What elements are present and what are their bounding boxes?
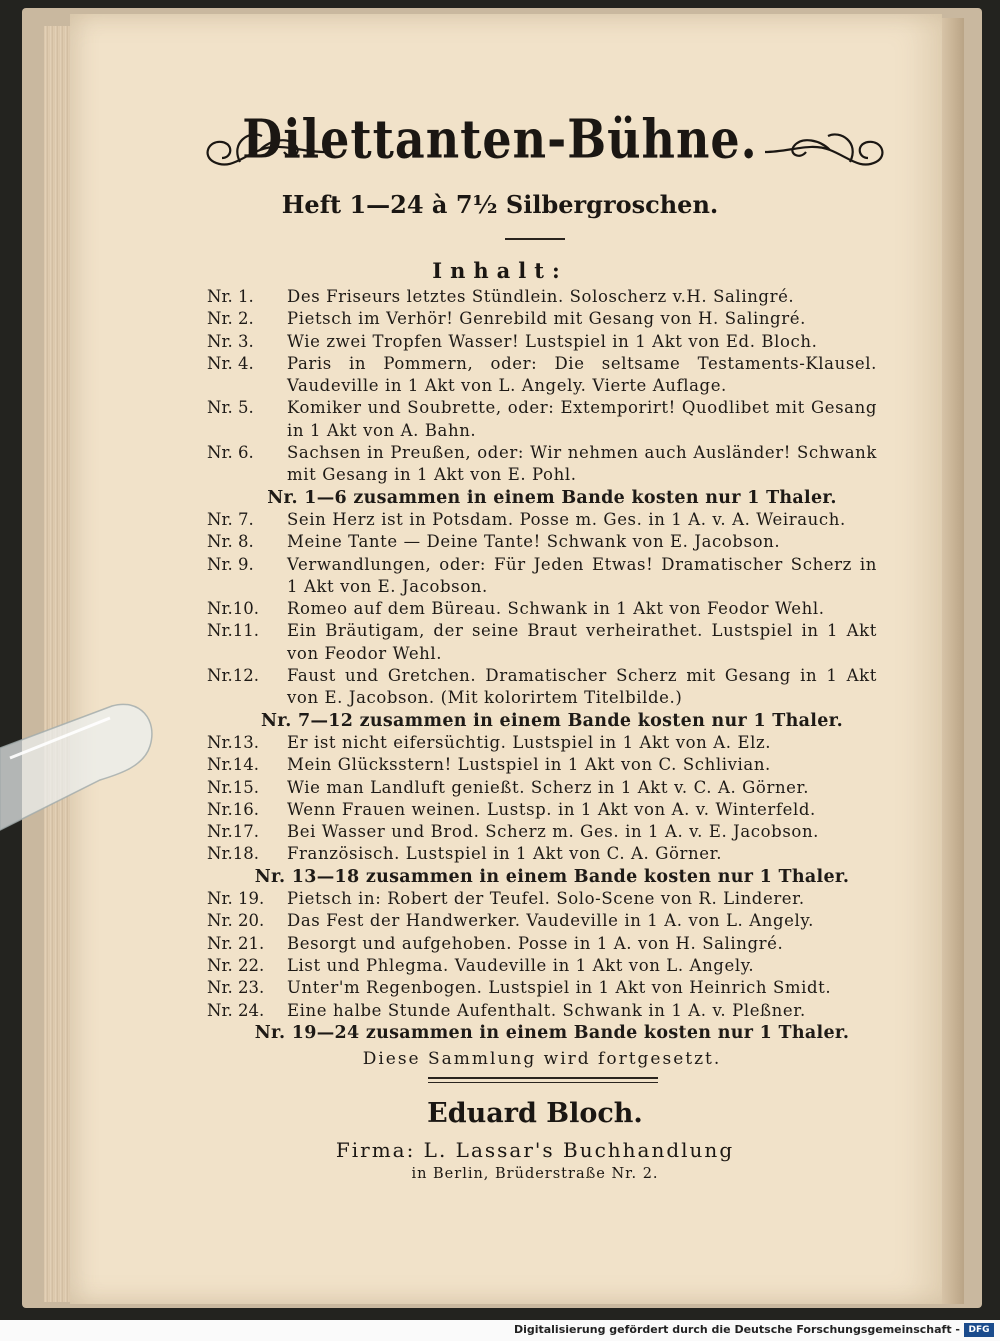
contents-entry bbox=[207, 777, 877, 799]
contents-entry bbox=[207, 286, 877, 308]
page-title: Dilettanten-Bühne. bbox=[242, 107, 758, 171]
contents-entry bbox=[207, 732, 877, 754]
contents-heading: Inhalt: bbox=[432, 258, 568, 283]
contents-entry bbox=[207, 888, 877, 910]
contents-entry bbox=[207, 531, 877, 553]
entry-title: Faust und Gretchen. Dramatischer Scherz mit Gesang in 1 Akt von E. Jacobson. (Mit kolorirtem Titelbilde.) bbox=[287, 666, 877, 708]
entry-number: Nr. 1. bbox=[207, 287, 254, 306]
footer-bar bbox=[0, 1320, 1000, 1341]
contents-entry bbox=[207, 1000, 877, 1022]
entry-number: Nr. 19. bbox=[207, 889, 265, 909]
contents-entry bbox=[207, 554, 877, 599]
entry-title: Ein Bräutigam, der seine Braut verheirathet. Lustspiel in 1 Akt von Feodor Wehl. bbox=[287, 621, 877, 663]
entry-number: Nr.10. bbox=[207, 599, 259, 619]
entry-number: Nr. 22. bbox=[207, 955, 265, 975]
contents-entry bbox=[207, 620, 877, 665]
contents-entry bbox=[207, 977, 877, 999]
contents-entry bbox=[207, 933, 877, 955]
entry-number: Nr. 2. bbox=[207, 309, 254, 329]
contents-entry bbox=[207, 308, 877, 330]
entry-number: Nr. 6. bbox=[207, 443, 254, 463]
entry-number: Nr. 8. bbox=[207, 532, 254, 552]
entry-number: Nr.14. bbox=[207, 755, 259, 775]
entry-number: Nr. 21. bbox=[207, 933, 265, 953]
continuation-note: Diese Sammlung wird fortgesetzt. bbox=[362, 1049, 722, 1070]
entry-title: Wenn Frauen weinen. Lustsp. in 1 Akt von A. v. Winterfeld. bbox=[287, 799, 816, 819]
entry-title: Meine Tante — Deine Tante! Schwank von E. Jacobson. bbox=[287, 532, 781, 552]
entry-title: Er ist nicht eifersüchtig. Lustspiel in 1 Akt von A. Elz. bbox=[287, 732, 772, 752]
entry-title: Bei Wasser und Brod. Scherz m. Ges. in 1 A. v. E. Jacobson. bbox=[287, 822, 820, 842]
title-row bbox=[130, 107, 870, 182]
contents-entry bbox=[207, 397, 877, 442]
contents-entry bbox=[207, 799, 877, 821]
entry-number: Nr.16. bbox=[207, 799, 259, 819]
entry-title: Sachsen in Preußen, oder: Wir nehmen auch Ausländer! Schwank mit Gesang in 1 Akt von E. Pohl. bbox=[287, 443, 877, 485]
publisher-name: Eduard Bloch. bbox=[427, 1098, 643, 1129]
subtitle: Heft 1—24 à 7½ Silbergroschen. bbox=[281, 190, 719, 219]
entry-number: Nr.15. bbox=[207, 777, 259, 797]
entry-number: Nr.11. bbox=[207, 621, 259, 641]
contents-entry bbox=[207, 442, 877, 487]
entry-number: Nr. 23. bbox=[207, 978, 265, 998]
entry-title: Eine halbe Stunde Aufenthalt. Schwank in 1 A. v. Pleßner. bbox=[287, 1000, 806, 1020]
entry-title: Wie man Landluft genießt. Scherz in 1 Akt v. C. A. Görner. bbox=[287, 777, 810, 797]
contents-list bbox=[207, 286, 877, 1070]
entry-number: Nr. 7. bbox=[207, 509, 254, 529]
entry-title: Französisch. Lustspiel in 1 Akt von C. A. Görner. bbox=[287, 844, 723, 864]
entry-title: Besorgt und aufgehoben. Posse in 1 A. von H. Salingré. bbox=[287, 933, 784, 953]
footer-credit: Digitalisierung gefördert durch die Deutsche Forschungsgemeinschaft - bbox=[513, 1323, 960, 1336]
bundle-price-line: Nr. 19—24 zusammen in einem Bande kosten nur 1 Thaler. bbox=[254, 1022, 850, 1043]
entry-number: Nr.17. bbox=[207, 822, 259, 842]
entry-title: Pietsch im Verhör! Genrebild mit Gesang von H. Salingré. bbox=[287, 309, 806, 329]
page-edge-right bbox=[940, 18, 964, 1304]
contents-entry bbox=[207, 331, 877, 353]
entry-title: Verwandlungen, oder: Für Jeden Etwas! Dramatischer Scherz in 1 Akt von E. Jacobson. bbox=[287, 554, 877, 596]
contents-entry bbox=[207, 353, 877, 398]
entry-title: Das Fest der Handwerker. Vaudeville in 1 A. von L. Angely. bbox=[287, 911, 814, 931]
entry-number: Nr. 20. bbox=[207, 911, 265, 931]
dfg-logo-icon: DFG bbox=[964, 1323, 994, 1337]
entry-title: Mein Glücksstern! Lustspiel in 1 Akt von C. Schlivian. bbox=[287, 755, 771, 775]
entry-number: Nr.13. bbox=[207, 732, 259, 752]
entry-number: Nr. 4. bbox=[207, 353, 254, 373]
entry-title: Wie zwei Tropfen Wasser! Lustspiel in 1 Akt von Ed. Bloch. bbox=[287, 331, 818, 351]
double-divider-rule bbox=[428, 1077, 658, 1083]
contents-entry bbox=[207, 843, 877, 865]
entry-number: Nr.12. bbox=[207, 666, 259, 686]
entry-title: Komiker und Soubrette, oder: Extemporirt! Quodlibet mit Gesang in 1 Akt von A. Bahn. bbox=[287, 398, 877, 440]
publisher-address: in Berlin, Brüderstraße Nr. 2. bbox=[411, 1166, 659, 1182]
entry-number: Nr. 3. bbox=[207, 331, 254, 351]
entry-title: Paris in Pommern, oder: Die seltsame Testaments-Klausel. Vaudeville in 1 Akt von L. Angely. Vierte Auflage. bbox=[287, 353, 877, 396]
entry-title: Romeo auf dem Büreau. Schwank in 1 Akt von Feodor Wehl. bbox=[287, 599, 825, 619]
entry-title: Pietsch in: Robert der Teufel. Solo-Scene von R. Linderer. bbox=[287, 889, 805, 909]
firm-name: Firma: L. Lassar's Buchhandlung bbox=[335, 1138, 735, 1162]
contents-entry bbox=[207, 665, 877, 710]
bundle-price-line: Nr. 1—6 zusammen in einem Bande kosten nur 1 Thaler. bbox=[267, 487, 837, 508]
contents-entry bbox=[207, 509, 877, 531]
contents-entry bbox=[207, 598, 877, 620]
bundle-price-line: Nr. 7—12 zusammen in einem Bande kosten nur 1 Thaler. bbox=[261, 710, 843, 731]
right-flourish-ornament bbox=[760, 122, 890, 176]
contents-entry bbox=[207, 821, 877, 843]
entry-number: Nr. 24. bbox=[207, 1000, 265, 1020]
contents-entry bbox=[207, 955, 877, 977]
divider-rule bbox=[505, 238, 565, 240]
entry-title: Unter'm Regenbogen. Lustspiel in 1 Akt von Heinrich Smidt. bbox=[287, 978, 832, 998]
bundle-price-line: Nr. 13—18 zusammen in einem Bande kosten nur 1 Thaler. bbox=[254, 866, 850, 887]
contents-entry bbox=[207, 754, 877, 776]
transparent-page-clip bbox=[0, 700, 160, 840]
entry-number: Nr. 9. bbox=[207, 554, 254, 574]
contents-entry bbox=[207, 910, 877, 932]
entry-title: Sein Herz ist in Potsdam. Posse m. Ges. in 1 A. v. A. Weirauch. bbox=[287, 509, 846, 529]
entry-title: Des Friseurs letztes Stündlein. Soloscherz v.H. Salingré. bbox=[287, 287, 795, 306]
entry-title: List und Phlegma. Vaudeville in 1 Akt von L. Angely. bbox=[287, 955, 755, 975]
entry-number: Nr.18. bbox=[207, 844, 259, 864]
entry-number: Nr. 5. bbox=[207, 398, 254, 418]
